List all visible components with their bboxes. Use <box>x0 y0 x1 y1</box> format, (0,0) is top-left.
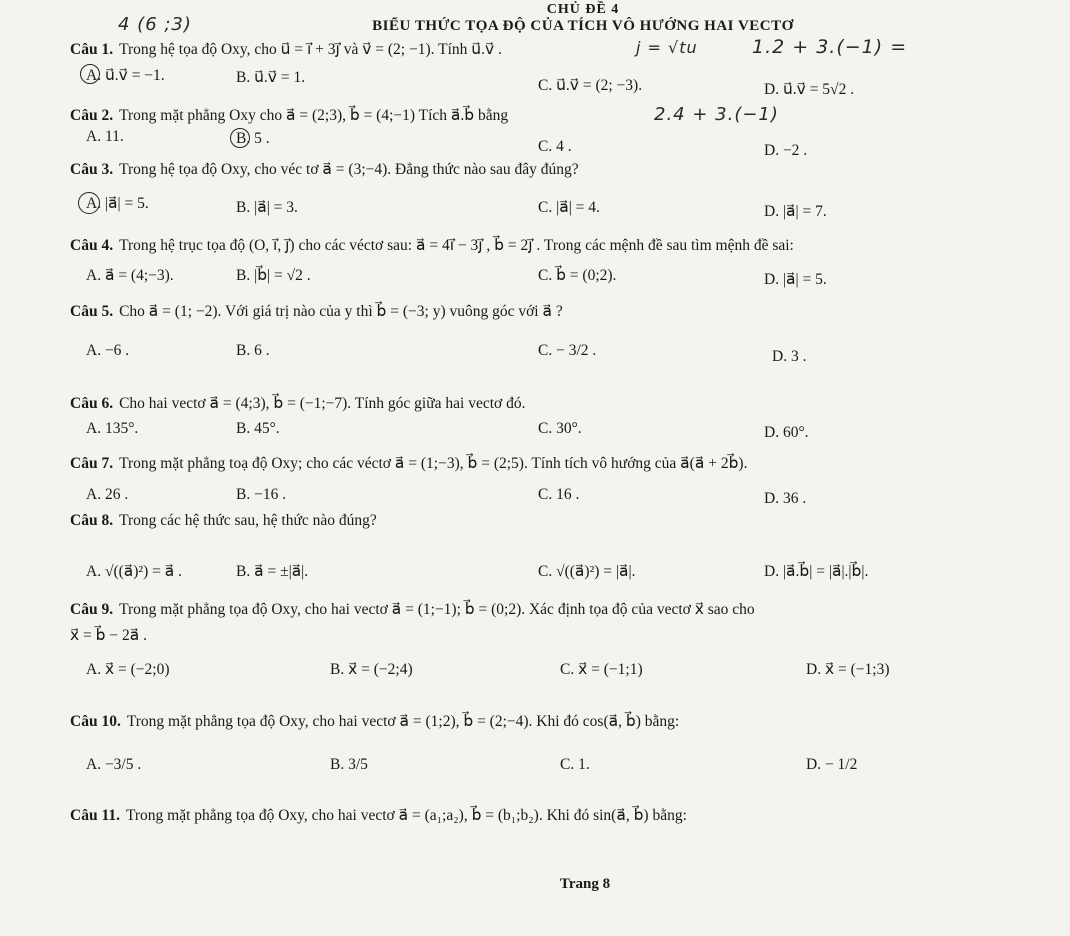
q1-option-b[interactable]: B. u⃗.v⃗ = 1. <box>236 69 306 86</box>
q10-option-c[interactable]: C. 1. <box>560 756 590 773</box>
q1-option-c[interactable]: C. u⃗.v⃗ = (2; −3). <box>538 77 643 94</box>
q3-option-a[interactable]: A. |a⃗| = 5. <box>86 195 149 212</box>
q7-option-c[interactable]: C. 16 . <box>538 486 580 503</box>
q6-option-b[interactable]: B. 45°. <box>236 420 280 437</box>
q6-option-c[interactable]: C. 30°. <box>538 420 582 437</box>
q10-option-a[interactable]: A. −3/5 . <box>86 756 142 773</box>
q9-option-c[interactable]: C. x⃗ = (−1;1) <box>560 661 643 678</box>
question-5: Câu 5. Cho a⃗ = (1; −2). Với giá trị nào của y thì b⃗ = (−3; y) vuông góc với a⃗ ? <box>70 303 563 320</box>
question-3: Câu 3. Trong hệ tọa độ Oxy, cho véc tơ a⃗ = (3;−4). Đẳng thức nào sau đây đúng? <box>70 161 579 178</box>
q5-option-d[interactable]: D. 3 . <box>772 348 807 365</box>
q4-option-b[interactable]: B. |b⃗| = √2 . <box>236 267 311 284</box>
q6-option-a[interactable]: A. 135°. <box>86 420 139 437</box>
q9-option-b[interactable]: B. x⃗ = (−2;4) <box>330 661 413 678</box>
question-2: Câu 2. Trong mặt phẳng Oxy cho a⃗ = (2;3), b⃗ = (4;−1) Tích a⃗.b⃗ bằng <box>70 107 509 124</box>
q9-option-a[interactable]: A. x⃗ = (−2;0) <box>86 661 170 678</box>
q1-option-a[interactable]: A. u⃗.v⃗ = −1. <box>86 67 165 84</box>
q7-option-d[interactable]: D. 36 . <box>764 490 807 507</box>
q3-option-c[interactable]: C. |a⃗| = 4. <box>538 199 600 216</box>
q9-option-d[interactable]: D. x⃗ = (−1;3) <box>806 661 890 678</box>
handwriting-calc: 2.4 + 3.(−1) <box>654 104 779 125</box>
q7-option-a[interactable]: A. 26 . <box>86 486 129 503</box>
q3-option-d[interactable]: D. |a⃗| = 7. <box>764 203 827 220</box>
question-9-continued: x⃗ = b⃗ − 2a⃗ . <box>70 627 147 644</box>
q1-option-d[interactable]: D. u⃗.v⃗ = 5√2 . <box>764 81 855 98</box>
q4-option-c[interactable]: C. b⃗ = (0;2). <box>538 267 617 284</box>
q3-option-b[interactable]: B. |a⃗| = 3. <box>236 199 298 216</box>
answer-circle <box>230 128 250 148</box>
question-8: Câu 8. Trong các hệ thức sau, hệ thức nào đúng? <box>70 512 377 529</box>
q6-option-d[interactable]: D. 60°. <box>764 424 809 441</box>
topic-heading: CHỦ ĐỀ 4 <box>546 2 620 17</box>
answer-circle <box>80 64 100 84</box>
q5-option-a[interactable]: A. −6 . <box>86 342 130 359</box>
question-1: Câu 1. Trong hệ tọa độ Oxy, cho u⃗ = i⃗ + 3j⃗ và v⃗ = (2; −1). Tính u⃗.v⃗ . <box>70 41 502 58</box>
question-11: Câu 11. Trong mặt phẳng tọa độ Oxy, cho hai vectơ a⃗ = (a₁;a₂), b⃗ = (b₁;b₂). Khi đó sin(a⃗, b⃗) bằng: <box>70 807 687 824</box>
handwriting-note: j = √tu <box>636 38 698 57</box>
q7-option-b[interactable]: B. −16 . <box>236 486 287 503</box>
answer-circle <box>78 192 100 214</box>
page-number: Trang 8 <box>559 876 611 892</box>
q8-option-d[interactable]: D. |a⃗.b⃗| = |a⃗|.|b⃗|. <box>764 563 869 580</box>
q4-option-d[interactable]: D. |a⃗| = 5. <box>764 271 827 288</box>
q2-option-a[interactable]: A. 11. <box>86 128 124 145</box>
q2-option-b[interactable]: B. 5 . <box>236 130 270 147</box>
q5-option-c[interactable]: C. − 3/2 . <box>538 342 597 359</box>
q4-option-a[interactable]: A. a⃗ = (4;−3). <box>86 267 174 284</box>
q5-option-b[interactable]: B. 6 . <box>236 342 270 359</box>
page-title: BIỂU THỨC TỌA ĐỘ CỦA TÍCH VÔ HƯỚNG HAI VECTƠ <box>372 18 794 34</box>
q10-option-b[interactable]: B. 3/5 <box>330 756 368 773</box>
question-10: Câu 10. Trong mặt phẳng tọa độ Oxy, cho hai vectơ a⃗ = (1;2), b⃗ = (2;−4). Khi đó cos(a⃗, b⃗) bằng: <box>70 713 680 730</box>
handwriting-note: 4 (6 ;3) <box>118 14 192 35</box>
question-6: Câu 6. Cho hai vectơ a⃗ = (4;3), b⃗ = (−1;−7). Tính góc giữa hai vectơ đó. <box>70 395 526 412</box>
q2-option-d[interactable]: D. −2 . <box>764 142 808 159</box>
q8-option-a[interactable]: A. √((a⃗)²) = a⃗ . <box>86 563 182 580</box>
question-9: Câu 9. Trong mặt phẳng tọa độ Oxy, cho hai vectơ a⃗ = (1;−1); b⃗ = (0;2). Xác định tọa độ của vectơ x⃗ sao cho <box>70 601 755 618</box>
q2-option-c[interactable]: C. 4 . <box>538 138 572 155</box>
handwriting-calc: 1.2 + 3.(−1) = <box>752 36 908 58</box>
q10-option-d[interactable]: D. − 1/2 <box>806 756 858 773</box>
q8-option-c[interactable]: C. √((a⃗)²) = |a⃗|. <box>538 563 636 580</box>
question-7: Câu 7. Trong mặt phẳng toạ độ Oxy; cho các véctơ a⃗ = (1;−3), b⃗ = (2;5). Tính tích vô hướng của a⃗(a⃗ + 2b⃗). <box>70 455 748 472</box>
question-4: Câu 4. Trong hệ trục tọa độ (O, i⃗, j⃗) cho các véctơ sau: a⃗ = 4i⃗ − 3j⃗ , b⃗ = 2j⃗ . Trong các mệnh đề sau tìm mệnh đề sai: <box>70 237 794 254</box>
q8-option-b[interactable]: B. a⃗ = ±|a⃗|. <box>236 563 309 580</box>
